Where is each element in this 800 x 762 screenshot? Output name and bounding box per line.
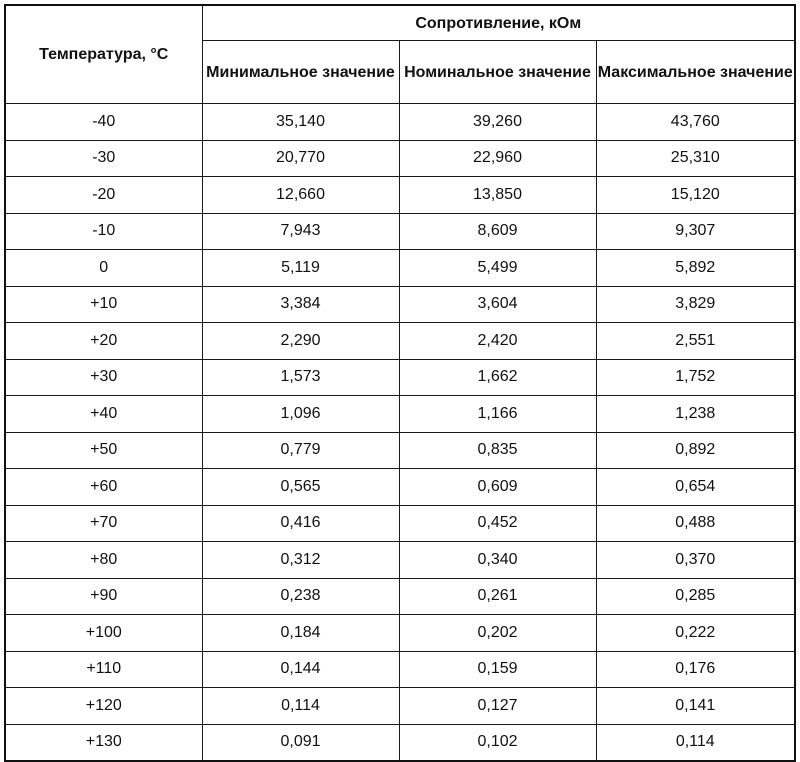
table-row bbox=[5, 286, 795, 323]
nominal-resistance-cell: 8,609 bbox=[399, 213, 596, 250]
temperature-cell: 0 bbox=[5, 250, 202, 287]
temperature-cell: +100 bbox=[5, 615, 202, 652]
min-resistance-cell: 0,238 bbox=[202, 578, 399, 615]
min-resistance-cell: 5,119 bbox=[202, 250, 399, 287]
table-row bbox=[5, 140, 795, 177]
temperature-cell: +120 bbox=[5, 688, 202, 725]
nominal-resistance-cell: 0,609 bbox=[399, 469, 596, 506]
table-header bbox=[5, 5, 795, 104]
max-resistance-cell: 0,176 bbox=[596, 651, 795, 688]
table-row bbox=[5, 578, 795, 615]
temperature-cell: +70 bbox=[5, 505, 202, 542]
temperature-cell: +90 bbox=[5, 578, 202, 615]
min-resistance-cell: 2,290 bbox=[202, 323, 399, 360]
resistance-group-header: Сопротивление, кОм bbox=[202, 5, 795, 41]
table-row bbox=[5, 250, 795, 287]
min-resistance-cell: 7,943 bbox=[202, 213, 399, 250]
table-row bbox=[5, 505, 795, 542]
table-row bbox=[5, 724, 795, 761]
nominal-resistance-cell: 1,662 bbox=[399, 359, 596, 396]
nominal-resistance-cell: 0,835 bbox=[399, 432, 596, 469]
temperature-cell: +30 bbox=[5, 359, 202, 396]
table-row bbox=[5, 651, 795, 688]
max-resistance-cell: 0,114 bbox=[596, 724, 795, 761]
resistance-table bbox=[4, 4, 796, 762]
nominal-resistance-cell: 0,261 bbox=[399, 578, 596, 615]
nominal-resistance-cell: 39,260 bbox=[399, 104, 596, 141]
temperature-cell: +50 bbox=[5, 432, 202, 469]
nominal-resistance-cell: 13,850 bbox=[399, 177, 596, 214]
nominal-resistance-cell: 1,166 bbox=[399, 396, 596, 433]
max-resistance-cell: 3,829 bbox=[596, 286, 795, 323]
max-resistance-cell: 0,141 bbox=[596, 688, 795, 725]
nominal-resistance-cell: 5,499 bbox=[399, 250, 596, 287]
min-resistance-cell: 1,573 bbox=[202, 359, 399, 396]
nominal-resistance-cell: 0,127 bbox=[399, 688, 596, 725]
min-resistance-cell: 0,565 bbox=[202, 469, 399, 506]
min-resistance-cell: 0,416 bbox=[202, 505, 399, 542]
temperature-cell: -30 bbox=[5, 140, 202, 177]
table-row bbox=[5, 213, 795, 250]
min-resistance-cell: 0,312 bbox=[202, 542, 399, 579]
min-resistance-cell: 0,144 bbox=[202, 651, 399, 688]
table-row bbox=[5, 469, 795, 506]
table-row bbox=[5, 104, 795, 141]
table-row bbox=[5, 432, 795, 469]
max-resistance-cell: 0,222 bbox=[596, 615, 795, 652]
resistance-table-container bbox=[4, 4, 794, 762]
temperature-cell: +80 bbox=[5, 542, 202, 579]
min-resistance-cell: 35,140 bbox=[202, 104, 399, 141]
table-row bbox=[5, 542, 795, 579]
max-resistance-cell: 43,760 bbox=[596, 104, 795, 141]
temperature-cell: +20 bbox=[5, 323, 202, 360]
table-row bbox=[5, 688, 795, 725]
min-resistance-cell: 20,770 bbox=[202, 140, 399, 177]
max-resistance-cell: 0,654 bbox=[596, 469, 795, 506]
nominal-resistance-cell: 0,159 bbox=[399, 651, 596, 688]
max-resistance-cell: 0,370 bbox=[596, 542, 795, 579]
nominal-resistance-cell: 2,420 bbox=[399, 323, 596, 360]
min-value-header: Минимальное значение bbox=[202, 41, 399, 104]
nominal-value-header: Номинальное значение bbox=[399, 41, 596, 104]
temperature-cell: -40 bbox=[5, 104, 202, 141]
max-resistance-cell: 1,238 bbox=[596, 396, 795, 433]
max-resistance-cell: 9,307 bbox=[596, 213, 795, 250]
temperature-cell: -20 bbox=[5, 177, 202, 214]
min-resistance-cell: 12,660 bbox=[202, 177, 399, 214]
table-row bbox=[5, 615, 795, 652]
min-resistance-cell: 0,779 bbox=[202, 432, 399, 469]
max-resistance-cell: 0,285 bbox=[596, 578, 795, 615]
max-resistance-cell: 25,310 bbox=[596, 140, 795, 177]
table-row bbox=[5, 177, 795, 214]
nominal-resistance-cell: 0,202 bbox=[399, 615, 596, 652]
min-resistance-cell: 0,091 bbox=[202, 724, 399, 761]
temperature-cell: -10 bbox=[5, 213, 202, 250]
table-row bbox=[5, 396, 795, 433]
nominal-resistance-cell: 22,960 bbox=[399, 140, 596, 177]
min-resistance-cell: 1,096 bbox=[202, 396, 399, 433]
max-resistance-cell: 5,892 bbox=[596, 250, 795, 287]
nominal-resistance-cell: 3,604 bbox=[399, 286, 596, 323]
table-row bbox=[5, 323, 795, 360]
table-row bbox=[5, 359, 795, 396]
max-resistance-cell: 15,120 bbox=[596, 177, 795, 214]
min-resistance-cell: 3,384 bbox=[202, 286, 399, 323]
max-resistance-cell: 2,551 bbox=[596, 323, 795, 360]
nominal-resistance-cell: 0,340 bbox=[399, 542, 596, 579]
max-value-header: Максимальное значение bbox=[596, 41, 795, 104]
max-resistance-cell: 0,488 bbox=[596, 505, 795, 542]
temperature-cell: +130 bbox=[5, 724, 202, 761]
max-resistance-cell: 1,752 bbox=[596, 359, 795, 396]
max-resistance-cell: 0,892 bbox=[596, 432, 795, 469]
temperature-cell: +60 bbox=[5, 469, 202, 506]
nominal-resistance-cell: 0,102 bbox=[399, 724, 596, 761]
temperature-cell: +10 bbox=[5, 286, 202, 323]
min-resistance-cell: 0,114 bbox=[202, 688, 399, 725]
table-body bbox=[5, 104, 795, 762]
temperature-header: Температура, °C bbox=[5, 5, 202, 104]
min-resistance-cell: 0,184 bbox=[202, 615, 399, 652]
temperature-cell: +110 bbox=[5, 651, 202, 688]
nominal-resistance-cell: 0,452 bbox=[399, 505, 596, 542]
temperature-cell: +40 bbox=[5, 396, 202, 433]
